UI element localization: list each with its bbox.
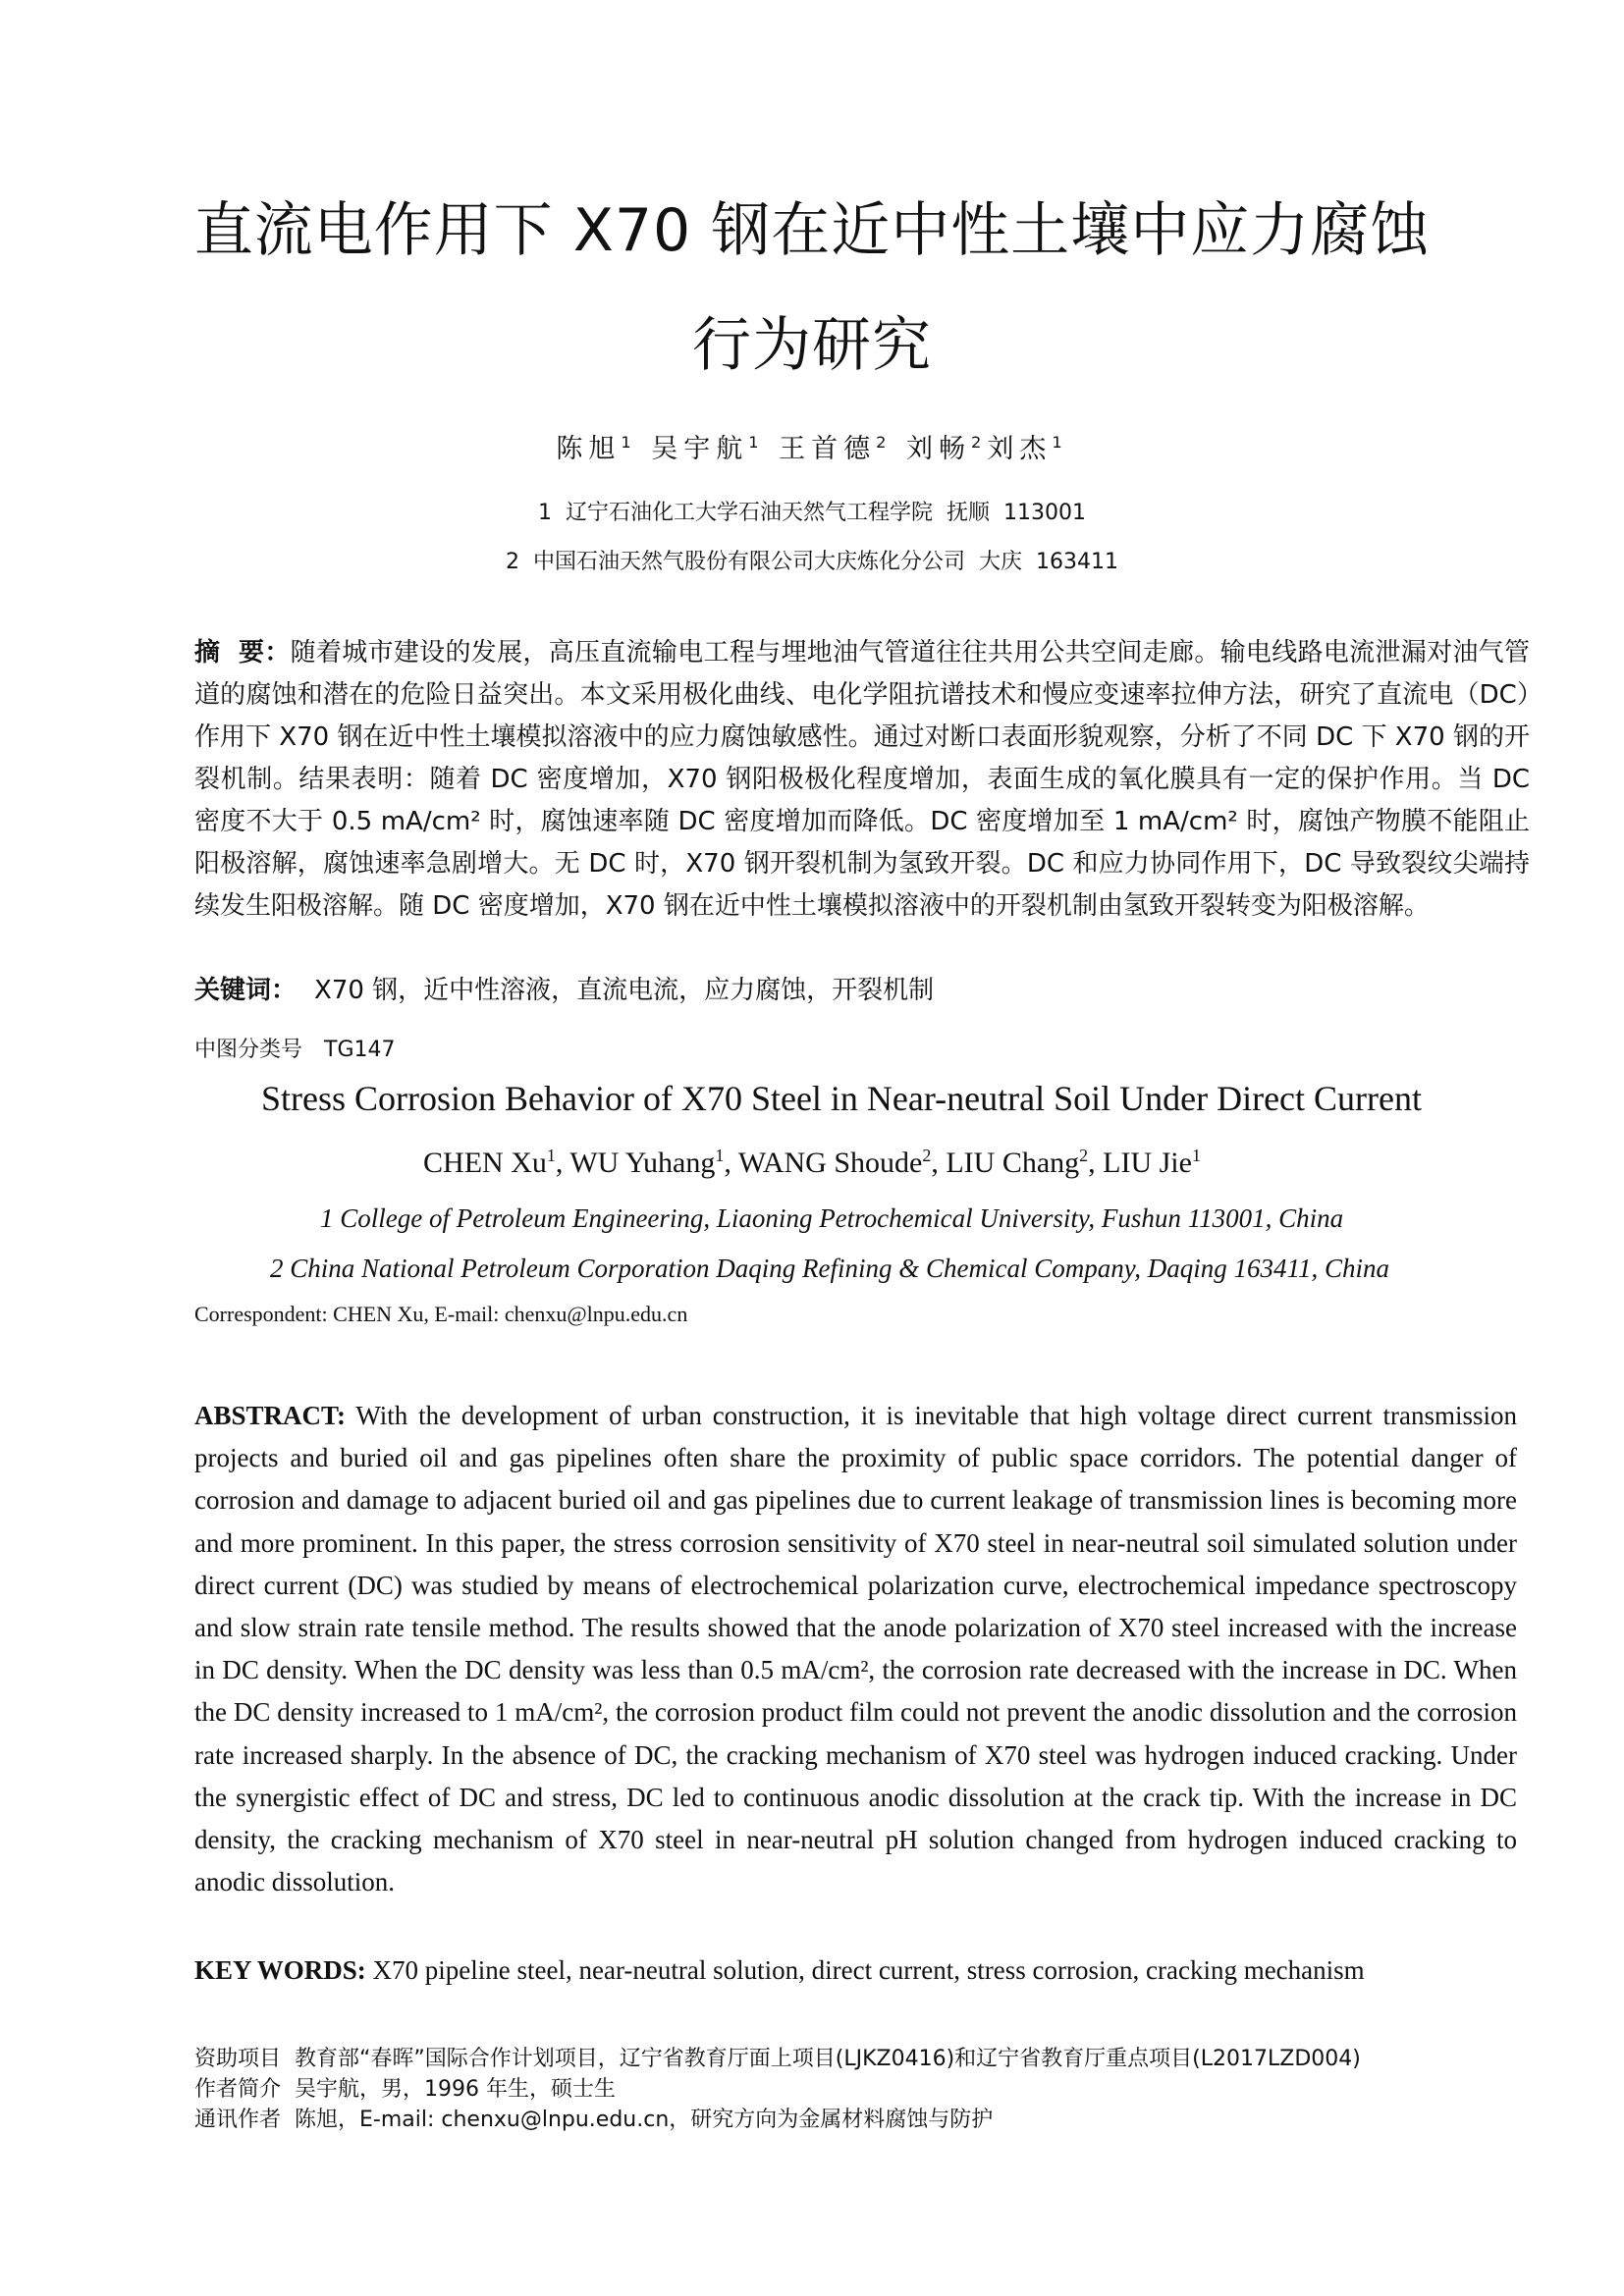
abstract-cn-text: 随着城市建设的发展，高压直流输电工程与埋地油气管道往往共用公共空间走廊。输电线路电流泄漏对油气管道的腐蚀和潜在的危险日益突出。本文采用极化曲线、电化学阻抗谱技术和慢应变速率拉伸方法，研究了直流电（DC）作用下 X70 钢在近中性土壤模拟溶液中的应力腐蚀敏感性。通过对断口表面形貌观察，分析了不同 DC 下 X70 钢的开裂机制。结果表明：随着 DC 密度增加，X70 钢阳极极化程度增加，表面生成的氧化膜具有一定的保护作用。当 DC 密度不大于 0.5 mA/cm² 时，腐蚀速率随 DC 密度增加而降低。DC 密度增加至 1 mA/cm² 时，腐蚀产物膜不能阻止阳极溶解，腐蚀速率急剧增大。无 DC 时，X70 钢开裂机制为氢致开裂。DC 和应力协同作用下，DC 导致裂纹尖端持续发生阳极溶解。随 DC 密度增加，X70 钢在近中性土壤模拟溶液中的开裂机制由氢致开裂转变为阳极溶解。 — [194, 638, 1530, 921]
authors-cn — [98, 427, 1526, 465]
footnote-author-bio: 作者简介 吴宇航，男，1996 年生，硕士生 — [194, 2077, 616, 2102]
abstract-cn-label: 摘 要： — [194, 638, 291, 667]
author-cn: 王首德$^2$ — [779, 433, 893, 464]
affiliation-en-2: 2 China National Petroleum Corporation Daqing Refining & Chemical Company, Daqing 163411, China — [270, 1254, 1389, 1283]
author-en: LIU Chang$^2$, — [946, 1146, 1104, 1179]
author-cn: 吴宇航$^1$ — [651, 433, 765, 464]
keywords-cn — [194, 970, 1530, 1012]
author-en: WU Yuhang$^1$, — [569, 1146, 738, 1179]
affiliation-cn-2: 2 中国石油天然气股份有限公司大庆炼化分公司 大庆 163411 — [506, 550, 1118, 574]
author-en: CHEN Xu$^1$, — [423, 1146, 570, 1179]
classification-label: 中图分类号 — [194, 1038, 303, 1062]
footnote-correspondence: 通讯作者 陈旭，E-mail: chenxu@lnpu.edu.cn，研究方向为金属材料腐蚀与防护 — [194, 2108, 994, 2132]
correspondent: Correspondent: CHEN Xu, E-mail: chenxu@lnpu.edu.cn — [194, 1302, 688, 1326]
classification-value: TG147 — [324, 1038, 396, 1062]
classification — [194, 1033, 396, 1063]
authors-en — [98, 1147, 1526, 1180]
abstract-en — [194, 1395, 1517, 1903]
keywords-en-text: X70 pipeline steel, near-neutral solution, direct current, stress corrosion, cracking mechanism — [372, 1955, 1365, 1985]
title-en: Stress Corrosion Behavior of X70 Steel in Near-neutral Soil Under Direct Current — [260, 1079, 1422, 1118]
affiliation-cn-1: 1 辽宁石油化工大学石油天然气工程学院 抚顺 113001 — [538, 501, 1086, 525]
keywords-cn-text: X70 钢，近中性溶液，直流电流，应力腐蚀，开裂机制 — [314, 976, 935, 1005]
author-cn: 陈旭$^1$ — [556, 433, 637, 464]
footnotes — [194, 2044, 1530, 2135]
author-cn: 刘畅$^2$ — [906, 433, 988, 464]
title-cn-line2: 行为研究 — [692, 311, 932, 380]
abstract-en-label: ABSTRACT: — [194, 1401, 347, 1430]
abstract-cn — [194, 632, 1530, 928]
author-en: LIU Jie$^1$ — [1103, 1146, 1201, 1179]
footnote-funding: 资助项目 教育部“春晖”国际合作计划项目，辽宁省教育厅面上项目(LJKZ0416)和辽宁省教育厅重点项目(L2017LZD004) — [194, 2047, 1361, 2071]
keywords-cn-label: 关键词： — [194, 976, 298, 1005]
title-cn-line1: 直流电作用下 X70 钢在近中性土壤中应力腐蚀 — [193, 196, 1431, 265]
keywords-en-label: KEY WORDS: — [194, 1955, 366, 1985]
keywords-en — [194, 1949, 1517, 1992]
abstract-en-text: With the development of urban construction, it is inevitable that high voltage direct current transmission projects and buried oil and gas pipelines often share the proximity of public space corridors. The potential danger of corrosion and damage to adjacent buried oil and gas pipelines due to current leakage of transmission lines is becoming more and more prominent. In this paper, the stress corrosion sensitivity of X70 steel in near-neutral soil simulated solution under direct current (DC) was studied by means of electrochemical polarization curve, electrochemical impedance spectroscopy and slow strain rate tensile method. The results showed that the anode polarization of X70 steel increased with the increase in DC density. When the DC density was less than 0.5 mA/cm², the corrosion rate decreased with the increase in DC. When the DC density increased to 1 mA/cm², the corrosion product film could not prevent the anodic dissolution and the corrosion rate increased sharply. In the absence of DC, the cracking mechanism of X70 steel was hydrogen induced cracking. Under the synergistic effect of DC and stress, DC led to continuous anodic dissolution at the crack tip. With the increase in DC density, the cracking mechanism of X70 steel in near-neutral pH solution changed from hydrogen induced cracking to anodic dissolution. — [194, 1401, 1517, 1897]
author-cn: 刘杰$^1$ — [987, 433, 1068, 464]
author-en: WANG Shoude$^2$, — [737, 1146, 947, 1179]
affiliation-en-1: 1 College of Petroleum Engineering, Liaoning Petrochemical University, Fushun 113001, China — [320, 1203, 1344, 1233]
